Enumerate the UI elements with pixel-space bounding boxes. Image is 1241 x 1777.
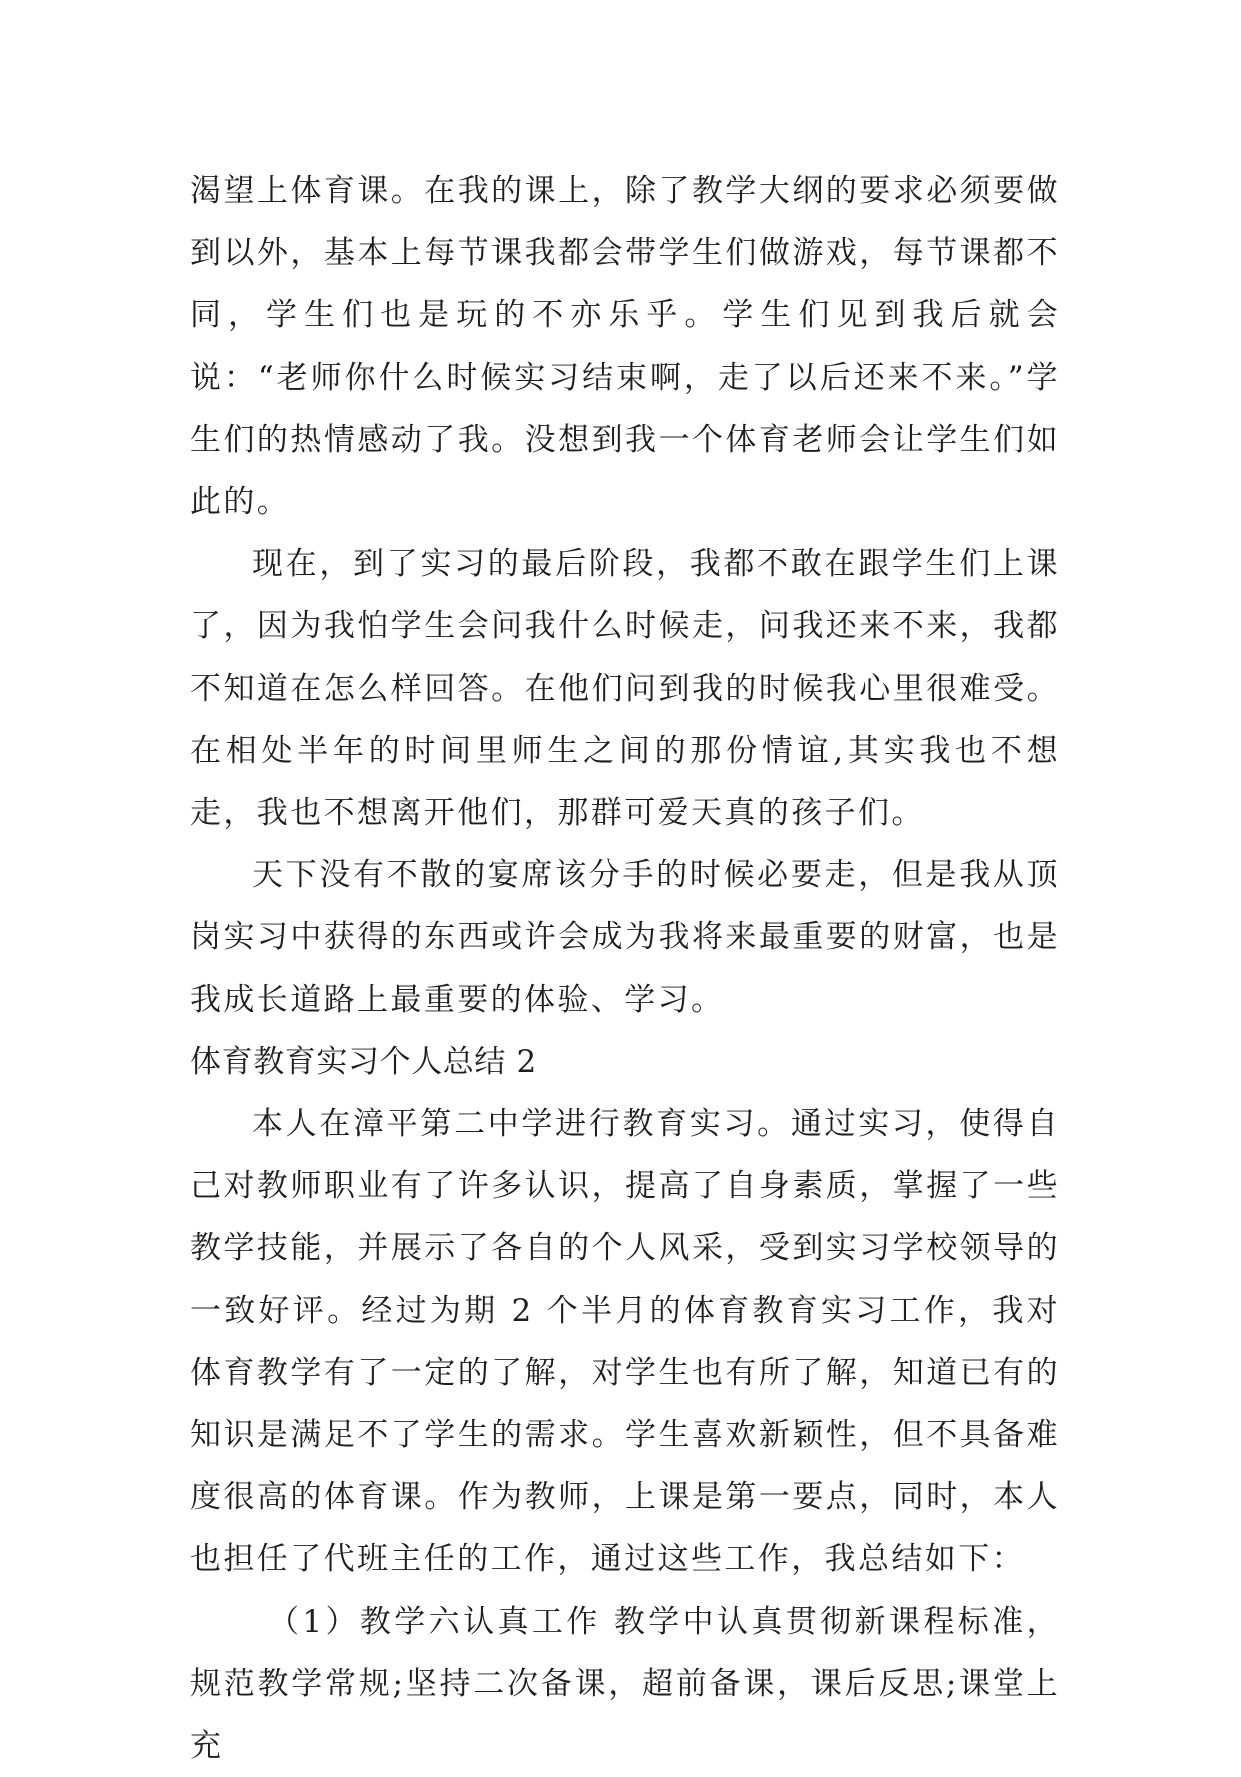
paragraph: 天下没有不散的宴席该分手的时候必要走，但是我从顶岗实习中获得的东西或许会成为我将来最重要的财富，也是我成长道路上最重要的体验、学习。	[190, 857, 1060, 1018]
paragraph: 现在，到了实习的最后阶段，我都不敢在跟学生们上课了，因为我怕学生会问我什么时候走，问我还来不来，我都不知道在怎么样回答。在他们问到我的时候我心里很难受。在相处半年的时间里师生之间的那份情谊,其实我也不想走，我也不想离开他们，那群可爱天真的孩子们。	[190, 546, 1060, 832]
document-body	[190, 160, 1060, 1777]
list-paragraph: （1）教学六认真工作 教学中认真贯彻新课程标准，规范教学常规;坚持二次备课，超前备课，课后反思;课堂上充	[190, 1603, 1060, 1765]
paragraph: 渴望上体育课。在我的课上，除了教学大纲的要求必须要做到以外，基本上每节课我都会带学生们做游戏，每节课都不同，学生们也是玩的不亦乐乎。学生们见到我后就会说：“老师你什么时候实习结束啊，走了以后还来不来。”学生们的热情感动了我。没想到我一个体育老师会让学生们如此的。	[190, 173, 1060, 521]
paragraph: 本人在漳平第二中学进行教育实习。通过实习，使得自己对教师职业有了许多认识，提高了自身素质，掌握了一些教学技能，并展示了各自的个人风采，受到实习学校领导的一致好评。经过为期 2 个半月的体育教育实习工作，我对体育教学有了一定的了解，对学生也有所了解，知道已有的知识是满足不了学生的需求。学生喜欢新颖性，但不具备难度很高的体育课。作为教师，上课是第一要点，同时，本人也担任了代班主任的工作，通过这些工作，我总结如下：	[190, 1106, 1060, 1578]
section-heading: 体育教育实习个人总结 2	[190, 1043, 537, 1080]
